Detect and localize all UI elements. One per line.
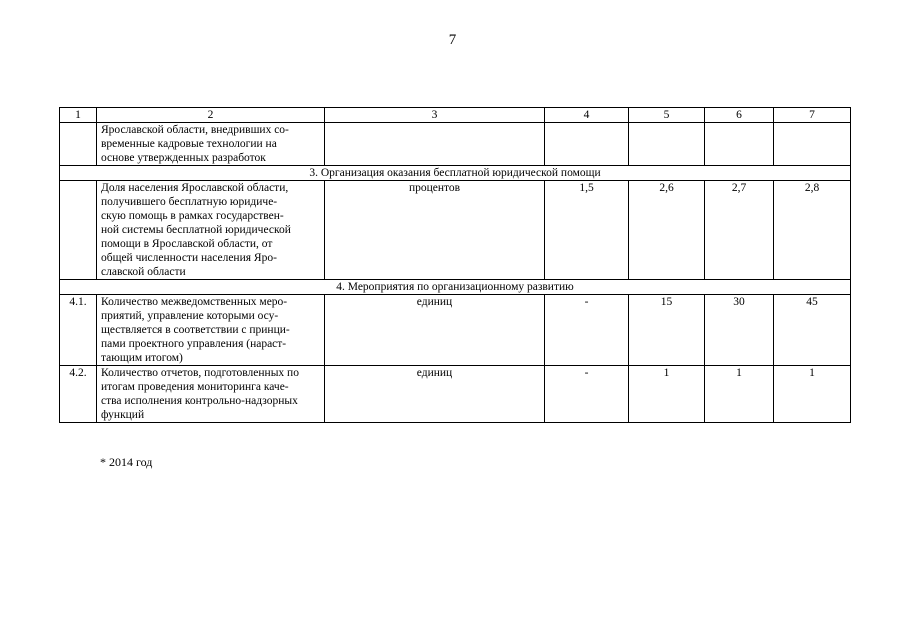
unit-cell: процентов — [325, 181, 545, 280]
header-cell-2: 2 — [97, 108, 325, 123]
footnote: * 2014 год — [100, 455, 153, 469]
page-number: 7 — [448, 32, 457, 48]
value-cell-6: 1 — [705, 366, 774, 423]
row-number: 4.1. — [60, 295, 97, 366]
indicator-name-line: Ярославской области, внедривших со- — [101, 124, 289, 136]
value-cell-6: 2,7 — [705, 181, 774, 280]
value-cell-5: 2,6 — [629, 181, 705, 280]
header-cell-7: 7 — [774, 108, 851, 123]
indicator-name-line: основе утвержденных разработок — [101, 152, 266, 164]
table-row — [60, 366, 851, 423]
indicator-name-line: временные кадровые технологии на — [101, 138, 277, 150]
indicator-name-line: Доля населения Ярославской области, — [101, 182, 289, 194]
indicator-name-line: итогам проведения мониторинга каче- — [101, 381, 289, 393]
indicator-name-line: Количество отчетов, подготовленных по — [101, 367, 299, 379]
indicator-name — [97, 181, 325, 280]
value-cell-5 — [629, 123, 705, 166]
section-row — [60, 280, 851, 295]
indicator-name-line: пами проектного управления (нараст- — [101, 338, 287, 350]
value-cell-5: 1 — [629, 366, 705, 423]
header-cell-6: 6 — [705, 108, 774, 123]
value-cell-4 — [545, 123, 629, 166]
table-row — [60, 181, 851, 280]
indicator-name — [97, 123, 325, 166]
value-cell-6 — [705, 123, 774, 166]
row-number: 4.2. — [60, 366, 97, 423]
value-cell-4: - — [545, 295, 629, 366]
indicator-name-line: приятий, управление которыми осу- — [101, 310, 279, 322]
table-row — [60, 123, 851, 166]
value-cell-4: 1,5 — [545, 181, 629, 280]
value-cell-7: 1 — [774, 366, 851, 423]
indicator-name — [97, 366, 325, 423]
indicator-name-line: получившего бесплатную юридиче- — [101, 196, 278, 208]
value-cell-5: 15 — [629, 295, 705, 366]
header-cell-3: 3 — [325, 108, 545, 123]
indicator-name-line: ществляется в соответствии с принци- — [101, 324, 290, 336]
value-cell-6: 30 — [705, 295, 774, 366]
unit-cell: единиц — [325, 295, 545, 366]
header-cell-5: 5 — [629, 108, 705, 123]
indicator-name — [97, 295, 325, 366]
unit-cell — [325, 123, 545, 166]
indicator-name-line: функций — [101, 409, 145, 421]
indicator-name-line: помощи в Ярославской области, от — [101, 238, 273, 250]
unit-cell: единиц — [325, 366, 545, 423]
value-cell-7 — [774, 123, 851, 166]
value-cell-4: - — [545, 366, 629, 423]
indicator-name-line: славской области — [101, 266, 186, 278]
indicators-table — [59, 107, 851, 423]
table-row — [60, 295, 851, 366]
header-cell-1: 1 — [60, 108, 97, 123]
header-cell-4: 4 — [545, 108, 629, 123]
indicator-name-line: Количество межведомственных меро- — [101, 296, 288, 308]
table-header-row — [60, 108, 851, 123]
value-cell-7: 45 — [774, 295, 851, 366]
section-row — [60, 166, 851, 181]
indicator-name-line: скую помощь в рамках государствен- — [101, 210, 284, 222]
value-cell-7: 2,8 — [774, 181, 851, 280]
section-title: 3. Организация оказания бесплатной юридической помощи — [60, 166, 851, 181]
row-number — [60, 181, 97, 280]
indicator-name-line: тающим итогом) — [101, 352, 183, 364]
section-title: 4. Мероприятия по организационному развитию — [60, 280, 851, 295]
indicator-name-line: ства исполнения контрольно-надзорных — [101, 395, 298, 407]
indicator-name-line: ной системы бесплатной юридической — [101, 224, 291, 236]
row-number — [60, 123, 97, 166]
indicator-name-line: общей численности населения Яро- — [101, 252, 277, 264]
